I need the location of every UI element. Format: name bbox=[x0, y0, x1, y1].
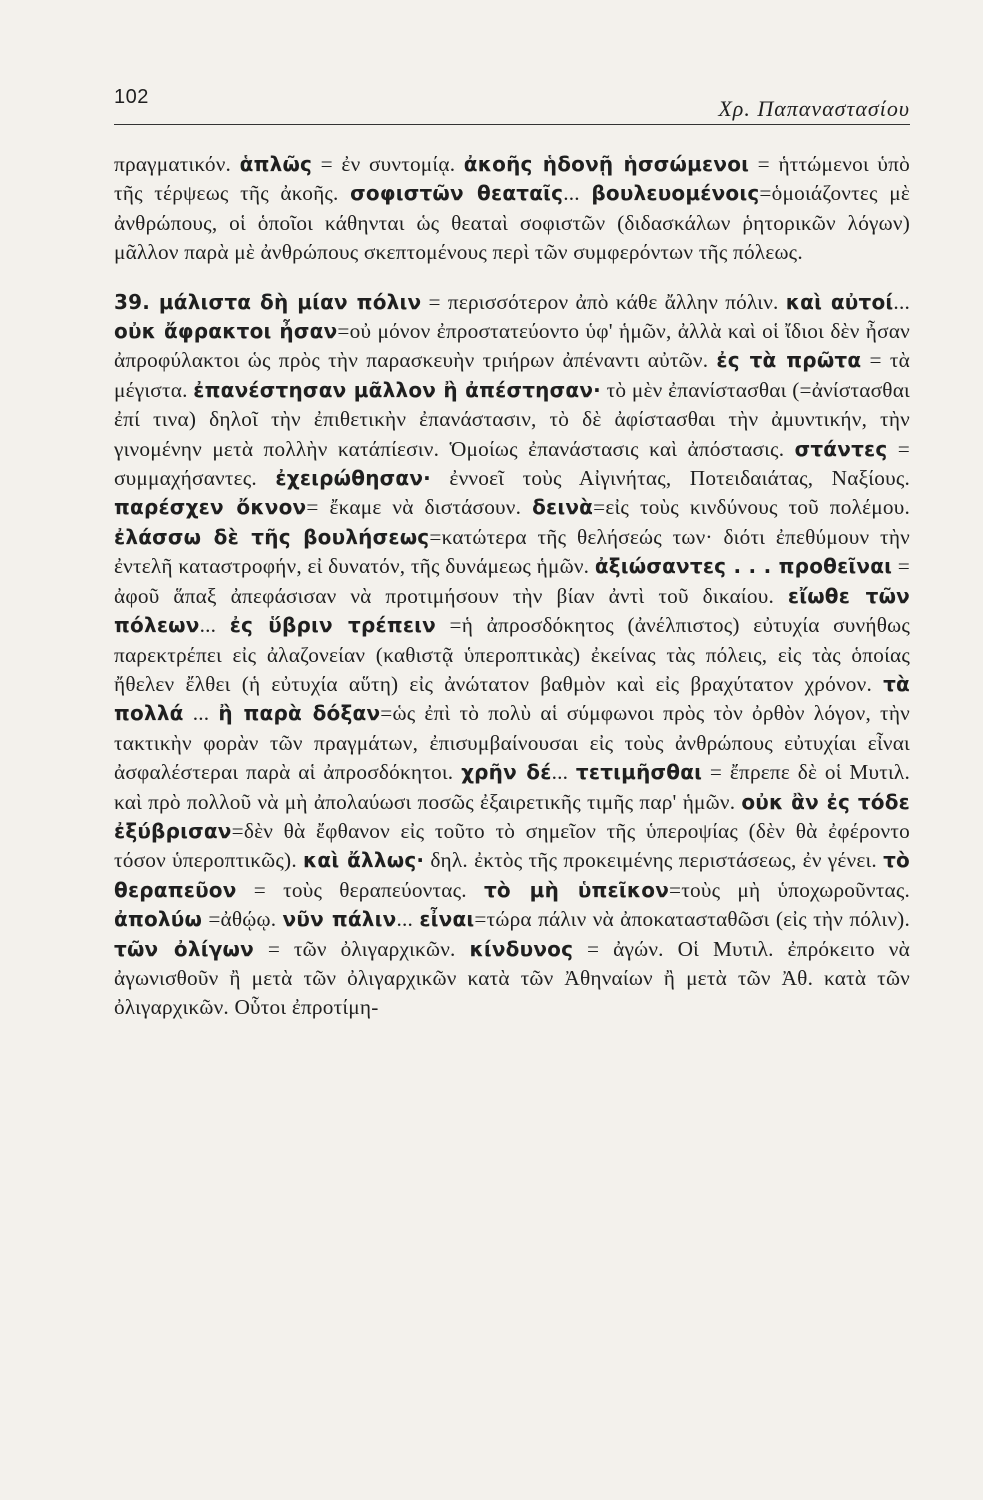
lemma-term: ἐς ὕβριν τρέπειν bbox=[229, 613, 436, 638]
commentary-run: =ὁμοιάζοντες μὲ ἀνθρώπους, οἱ ὁποῖοι κάθηνται ὡς θεαταὶ σοφιστῶν (διδασκάλων ῥητορικῶν λόγων) μᾶλλον παρὰ μὲ ἀνθρώπους σκεπτομένους περὶ τῶν συμφερόντων τῆς πόλεως. bbox=[114, 181, 910, 265]
lemma-term: οὐκ ἂν ἐς τόδε ἐξύβρισαν bbox=[114, 789, 910, 843]
commentary-run: = συμμαχήσαντες. bbox=[114, 436, 910, 491]
commentary-run: = τῶν ὀλιγαρχικῶν. bbox=[253, 936, 470, 961]
commentary-run: ... bbox=[183, 701, 219, 726]
lemma-term: ἀπολύω bbox=[114, 907, 203, 932]
lemma-term: καὶ ἄλλως· bbox=[302, 848, 425, 873]
lemma-term: κίνδυνος bbox=[469, 936, 574, 961]
commentary-run: ... bbox=[396, 907, 420, 932]
commentary-run: πραγματικόν. bbox=[114, 152, 240, 176]
lemma-term: νῦν πάλιν bbox=[282, 907, 397, 932]
lemma-term: εἶναι bbox=[419, 907, 475, 932]
commentary-text bbox=[114, 150, 910, 1023]
lemma-term: ἐπανέστησαν μᾶλλον ἢ ἀπέστησαν· bbox=[193, 377, 601, 402]
lemma-term: καὶ αὐτοί bbox=[785, 289, 894, 314]
commentary-run: =ἡ ἀπροσδόκητος (ἀνέλπιστος) εὐτυχία συνήθως παρεκτρέπει εἰς ἀλαζονείαν (καθιστᾷ ὑπεροπτικὰς) ἐκείνας τὰς πόλεις, εἰς τὰς ὁποίας ἤθελεν ἔλθει (ἡ εὐτυχία αὕτη) εἰς ἀνώτατον βαθμὸν καὶ εἰς βραχύτατον χρόνον. bbox=[114, 613, 910, 696]
commentary-run: =κατώτερα τῆς θελήσεώς των· διότι ἐπεθύμουν τὴν ἐντελῆ καταστροφήν, εἰ δυνατόν, τῆς δυνάμεως ἡμῶν. bbox=[114, 524, 910, 579]
commentary-run: =τώρα πάλιν νὰ ἀποκατασταθῶσι (εἰς τὴν πόλιν). bbox=[474, 907, 910, 932]
lemma-term: τὸ μὴ ὑπεῖκον bbox=[483, 877, 670, 902]
lemma-term: 39. μάλιστα δὴ μίαν πόλιν bbox=[114, 289, 422, 314]
lemma-term: ἐλάσσω δὲ τῆς βουλήσεως bbox=[114, 524, 430, 549]
lemma-term: τὰ πολλά bbox=[114, 671, 910, 726]
commentary-run: τὸ μὲν ἐπανίστασθαι (=ἀνίστασθαι ἐπί τινα) δηλοῖ τὴν ἐπιθετικὴν ἐπανάστασιν, τὸ δὲ ἀφίστασθαι τὴν ἀμυντικήν, τὴν γινομένην μετὰ πολλὴν κατάπίεσιν. Ὁμοίως ἐπανάστασις καὶ ἀπόστασις. bbox=[114, 377, 910, 461]
commentary-run: ... bbox=[551, 760, 576, 785]
lemma-term: χρῆν δέ bbox=[461, 760, 552, 785]
commentary-run: =οὐ μόνον ἐπροστατεύοντο ὑφ' ἡμῶν, ἀλλὰ καὶ οἱ ἴδιοι δὲν ἦσαν ἀπροφύλακτοι ὡς πρὸς τὴν παρασκευὴν τριήρων ἀπέναντι αὐτῶν. bbox=[114, 319, 910, 373]
commentary-run: δηλ. ἐκτὸς τῆς προκειμένης περιστάσεως, ἐν γένει. bbox=[424, 848, 884, 873]
commentary-run: = ἀφοῦ ἅπαξ ἀπεφάσισαν νὰ προτιμήσουν τὴν βίαν ἀντὶ τοῦ δικαίου. bbox=[114, 554, 910, 608]
commentary-run: = ἡττώμενοι ὑπὸ τῆς τέρψεως τῆς ἀκοῆς. bbox=[114, 152, 910, 206]
commentary-run: ... bbox=[199, 613, 230, 638]
commentary-run: = τοὺς θεραπεύοντας. bbox=[236, 877, 484, 902]
lemma-term: παρέσχεν ὄκνον bbox=[114, 495, 307, 520]
paragraph-1 bbox=[114, 150, 910, 268]
page-header bbox=[114, 86, 910, 125]
lemma-term: τῶν ὀλίγων bbox=[114, 936, 254, 961]
paragraph-2 bbox=[114, 288, 910, 1023]
commentary-run: = περισσότερον ἀπὸ κάθε ἄλλην πόλιν. bbox=[421, 289, 786, 314]
commentary-run: = ἔκαμε νὰ διστάσουν. bbox=[306, 495, 533, 520]
lemma-term: οὐκ ἄφρακτοι ἦσαν bbox=[114, 319, 338, 344]
lemma-term: ἀξιώσαντες . . . προθεῖναι bbox=[594, 554, 893, 579]
commentary-run: = ἀγών. Οἱ Μυτιλ. ἐπρόκειτο νὰ ἀγωνισθοῦν ἢ μετὰ τῶν ὀλιγαρχικῶν κατὰ τῶν Ἀθηναίων ἢ μετὰ τῶν Ἀθ. κατὰ τῶν ὀλιγαρχικῶν. Οὗτοι ἐπροτίμη- bbox=[114, 936, 910, 1020]
lemma-term: δεινὰ bbox=[532, 495, 594, 520]
running-head: Χρ. Παπαναστασίου bbox=[718, 96, 910, 121]
commentary-run: =ἀθῴῳ. bbox=[202, 907, 283, 932]
commentary-run: = ἐν συντομίᾳ. bbox=[312, 152, 464, 176]
lemma-term: ἐχειρώθησαν· bbox=[275, 466, 431, 491]
commentary-run: = τὰ μέγιστα. bbox=[114, 348, 910, 402]
lemma-term: ἁπλῶς bbox=[239, 152, 313, 176]
commentary-run: =εἰς τοὺς κινδύνους τοῦ πολέμου. bbox=[593, 495, 911, 520]
commentary-run: ... bbox=[893, 289, 910, 314]
lemma-term: βουλευομένοις bbox=[591, 181, 760, 206]
commentary-run: ἐννοεῖ τοὺς Αἰγινήτας, Ποτειδαιάτας, Ναξίους. bbox=[430, 466, 910, 491]
lemma-term: ἢ παρὰ δόξαν bbox=[218, 701, 381, 726]
commentary-run: =τοὺς μὴ ὑποχωροῦντας. bbox=[669, 877, 910, 902]
page-number: 102 bbox=[114, 86, 149, 108]
lemma-term: στάντες bbox=[794, 436, 888, 461]
lemma-term: ἀκοῆς ἡδονῇ ἡσσώμενοι bbox=[463, 152, 750, 176]
lemma-term: ἐς τὰ πρῶτα bbox=[716, 348, 862, 373]
commentary-run: =δὲν θὰ ἔφθανον εἰς τοῦτο τὸ σημεῖον τῆς ὑπεροψίας (δὲν θὰ ἐφέροντο τόσον ὑπεροπτικῶς). bbox=[114, 818, 910, 873]
commentary-run: = ἔπρεπε δὲ οἱ Μυτιλ. καὶ πρὸ πολλοῦ νὰ μὴ ἀπολαύωσι ποσῶς ἐξαιρετικῆς τιμῆς παρ' ἡμῶν. bbox=[114, 760, 910, 814]
lemma-term: τὸ θεραπεῦον bbox=[114, 848, 910, 902]
lemma-term: σοφιστῶν θεαταῖς bbox=[350, 181, 564, 206]
lemma-term: εἴωθε τῶν πόλεων bbox=[114, 583, 910, 638]
commentary-run: ... bbox=[563, 181, 592, 206]
commentary-run: =ὡς ἐπὶ τὸ πολὺ αἱ σύμφωνοι πρὸς τὸν ὀρθὸν λόγον, τὴν τακτικὴν φορὰν τῶν πραγμάτων, ἐπισυμβαίνουσαι εἰς τοὺς ἀνθρώπους εὐτυχίαι εἶναι ἀσφαλέστεραι παρὰ αἱ ἀπροσδόκητοι. bbox=[114, 701, 910, 785]
lemma-term: τετιμῆσθαι bbox=[575, 760, 703, 785]
